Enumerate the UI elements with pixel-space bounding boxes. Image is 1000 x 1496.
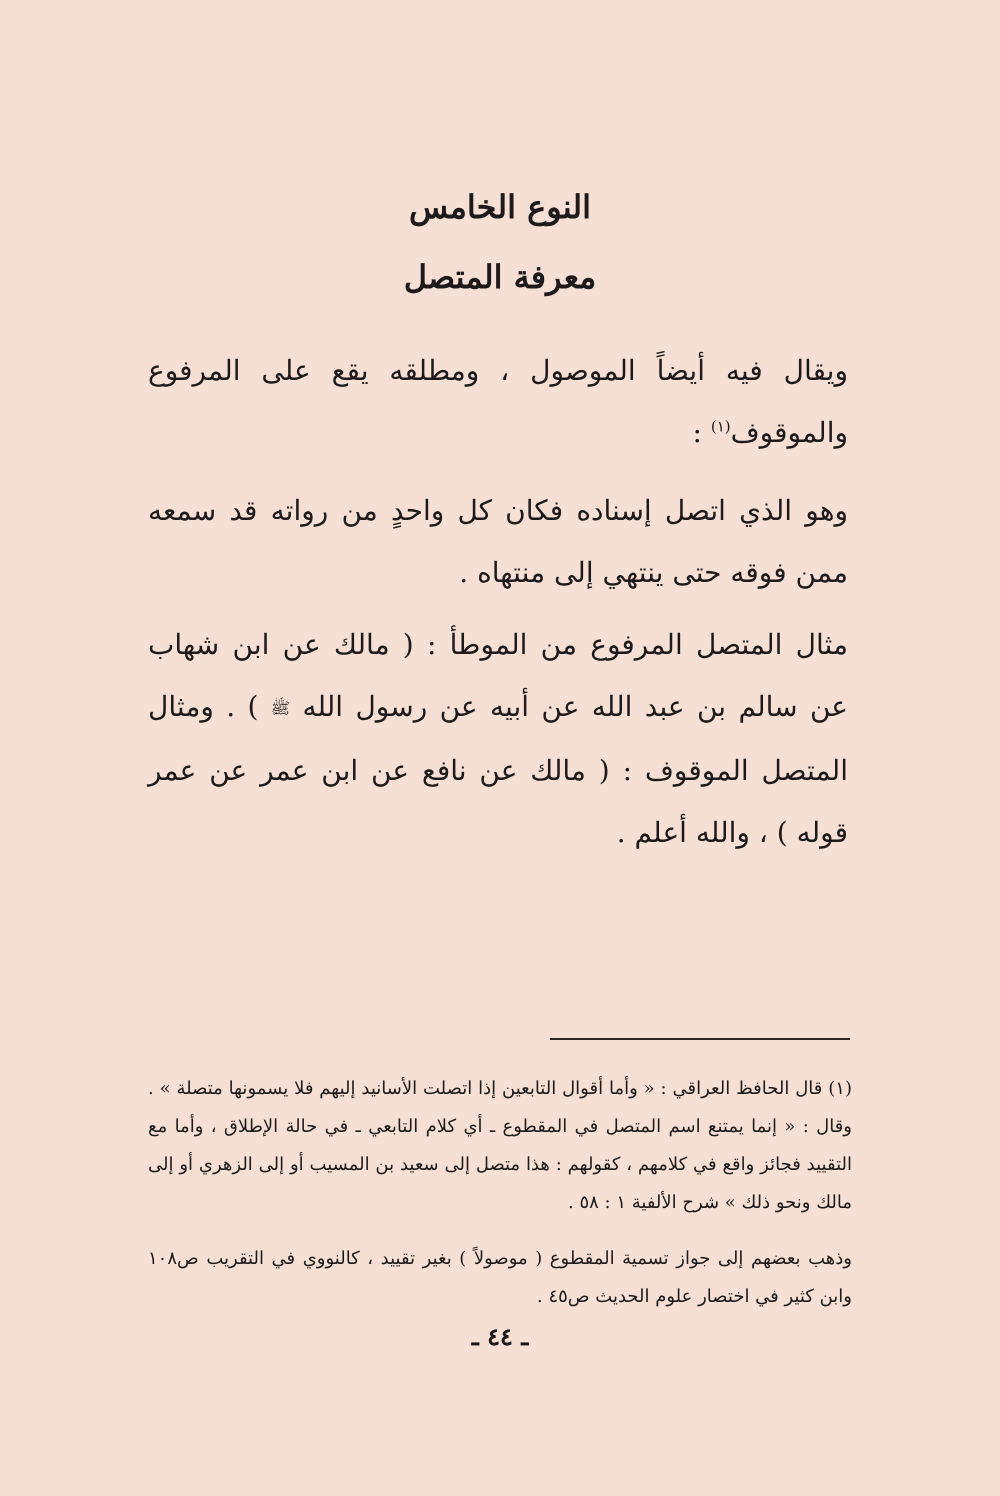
- footnote-separator: [550, 1038, 850, 1040]
- honorific-glyph: ﷺ: [270, 698, 291, 718]
- paragraph-definition-text: ويقال فيه أيضاً الموصول ، ومطلقه يقع على المرفوع والموقوف: [148, 354, 848, 449]
- section-type-heading: النوع الخامس: [408, 188, 592, 226]
- footnote-2: وذهب بعضهم إلى جواز تسمية المقطوع ( موصولاً ) بغير تقييد ، كالنووي في التقريب ص١٠٨ وابن كثير في اختصار علوم الحديث ص٤٥ .: [148, 1248, 852, 1307]
- paragraph-explanation: وهو الذي اتصل إسناده فكان كل واحدٍ من رواته قد سمعه ممن فوقه حتى ينتهي إلى منتهاه .: [148, 494, 848, 589]
- example-text-part1: مثال المتصل المرفوع من الموطأ : ( مالك عن ابن شهاب عن سالم بن عبد الله عن أبيه عن رسول الله: [148, 628, 848, 723]
- footnote-marker: (١): [710, 417, 731, 436]
- example-text-part2: ) . ومثال المتصل الموقوف : ( مالك عن نافع عن ابن عمر عن عمر قوله ) ، والله أعلم .: [148, 690, 848, 849]
- footnote-1: (١) قال الحافظ العراقي : « وأما أقوال التابعين إذا اتصلت الأسانيد إليهم فلا يسمونها متصلة » . وقال : « إنما يمتنع اسم المتصل في المقطوع ـ أي كلام التابعي ـ في حالة الإطلاق ، وأما مع التقييد فجائز واقع في كلامهم ، كقولهم : هذا متصل إلى سعيد بن المسيب أو إلى الزهري أو إلى مالك ونحو ذلك » شرح الألفية ١ : ٥٨ .: [148, 1078, 852, 1213]
- section-title: معرفة المتصل: [403, 258, 597, 296]
- paragraph-definition: [148, 340, 848, 464]
- paragraph-definition-end: :: [692, 416, 711, 449]
- paragraph-examples: [148, 614, 848, 864]
- page-number: ـ ٤٤ ـ: [471, 1322, 529, 1351]
